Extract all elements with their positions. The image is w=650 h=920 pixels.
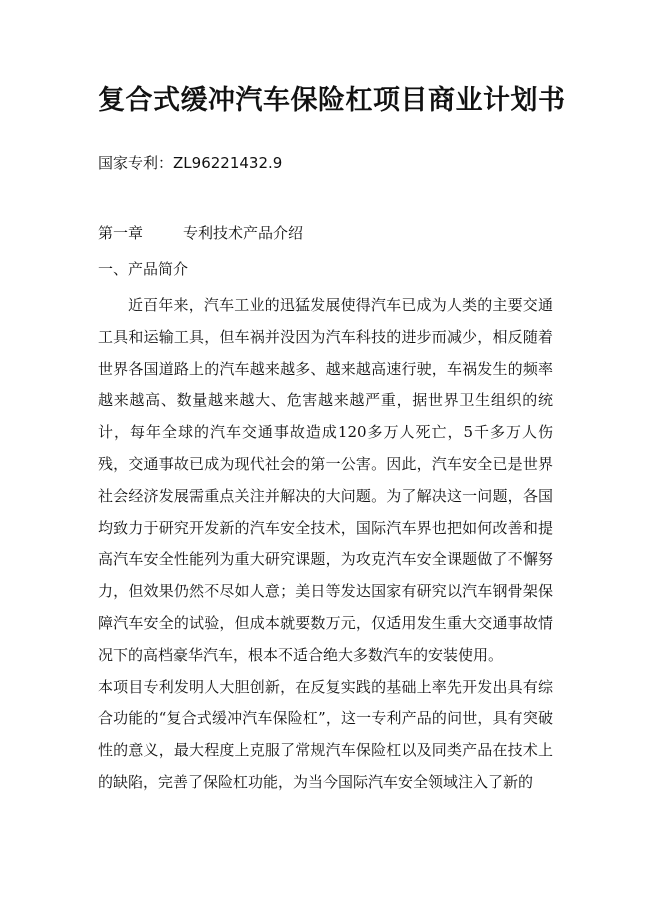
patent-line	[98, 152, 282, 173]
paragraph: 近百年来，汽车工业的迅猛发展使得汽车已成为人类的主要交通工具和运输工具，但车祸并没因为汽车科技的进步而减少，相反随着世界各国道路上的汽车越来越多、越来越高速行驶，车祸发生的频率越来越高、数量越来越大、危害越来越严重，据世界卫生组织的统计，每年全球的汽车交通事故造成120多万人死亡，5千多万人伤残，交通事故已成为现代社会的第一公害。因此，汽车安全已是世界社会经济发展需重点关注并解决的大问题。为了解决这一问题，各国均致力于研究开发新的汽车安全技术，国际汽车界也把如何改善和提高汽车安全性能列为重大研究课题，为攻克汽车安全课题做了不懈努力，但效果仍然不尽如人意；美日等发达国家有研究以汽车钢骨架保障汽车安全的试验，但成本就要数万元，仅适用发生重大交通事故情况下的高档豪华汽车，根本不适合绝大多数汽车的安装使用。	[98, 296, 553, 664]
document-title: 复合式缓冲汽车保险杠项目商业计划书	[98, 85, 566, 116]
chapter-title: 专利技术产品介绍	[183, 224, 304, 242]
patent-label: 国家专利：	[98, 154, 174, 172]
patent-number: ZL96221432.9	[173, 154, 283, 172]
chapter-number: 第一章	[98, 224, 144, 242]
section-heading: 一、产品简介	[98, 260, 189, 278]
paragraph: 本项目专利发明人大胆创新，在反复实践的基础上率先开发出具有综合功能的“复合式缓冲汽车保险杠”，这一专利产品的问世，具有突破性的意义，最大程度上克服了常规汽车保险杠以及同类产品在技术上的缺陷，完善了保险杠功能，为当今国际汽车安全领域注入了新的	[98, 677, 553, 791]
body-text	[98, 290, 553, 799]
chapter-heading	[98, 222, 303, 243]
